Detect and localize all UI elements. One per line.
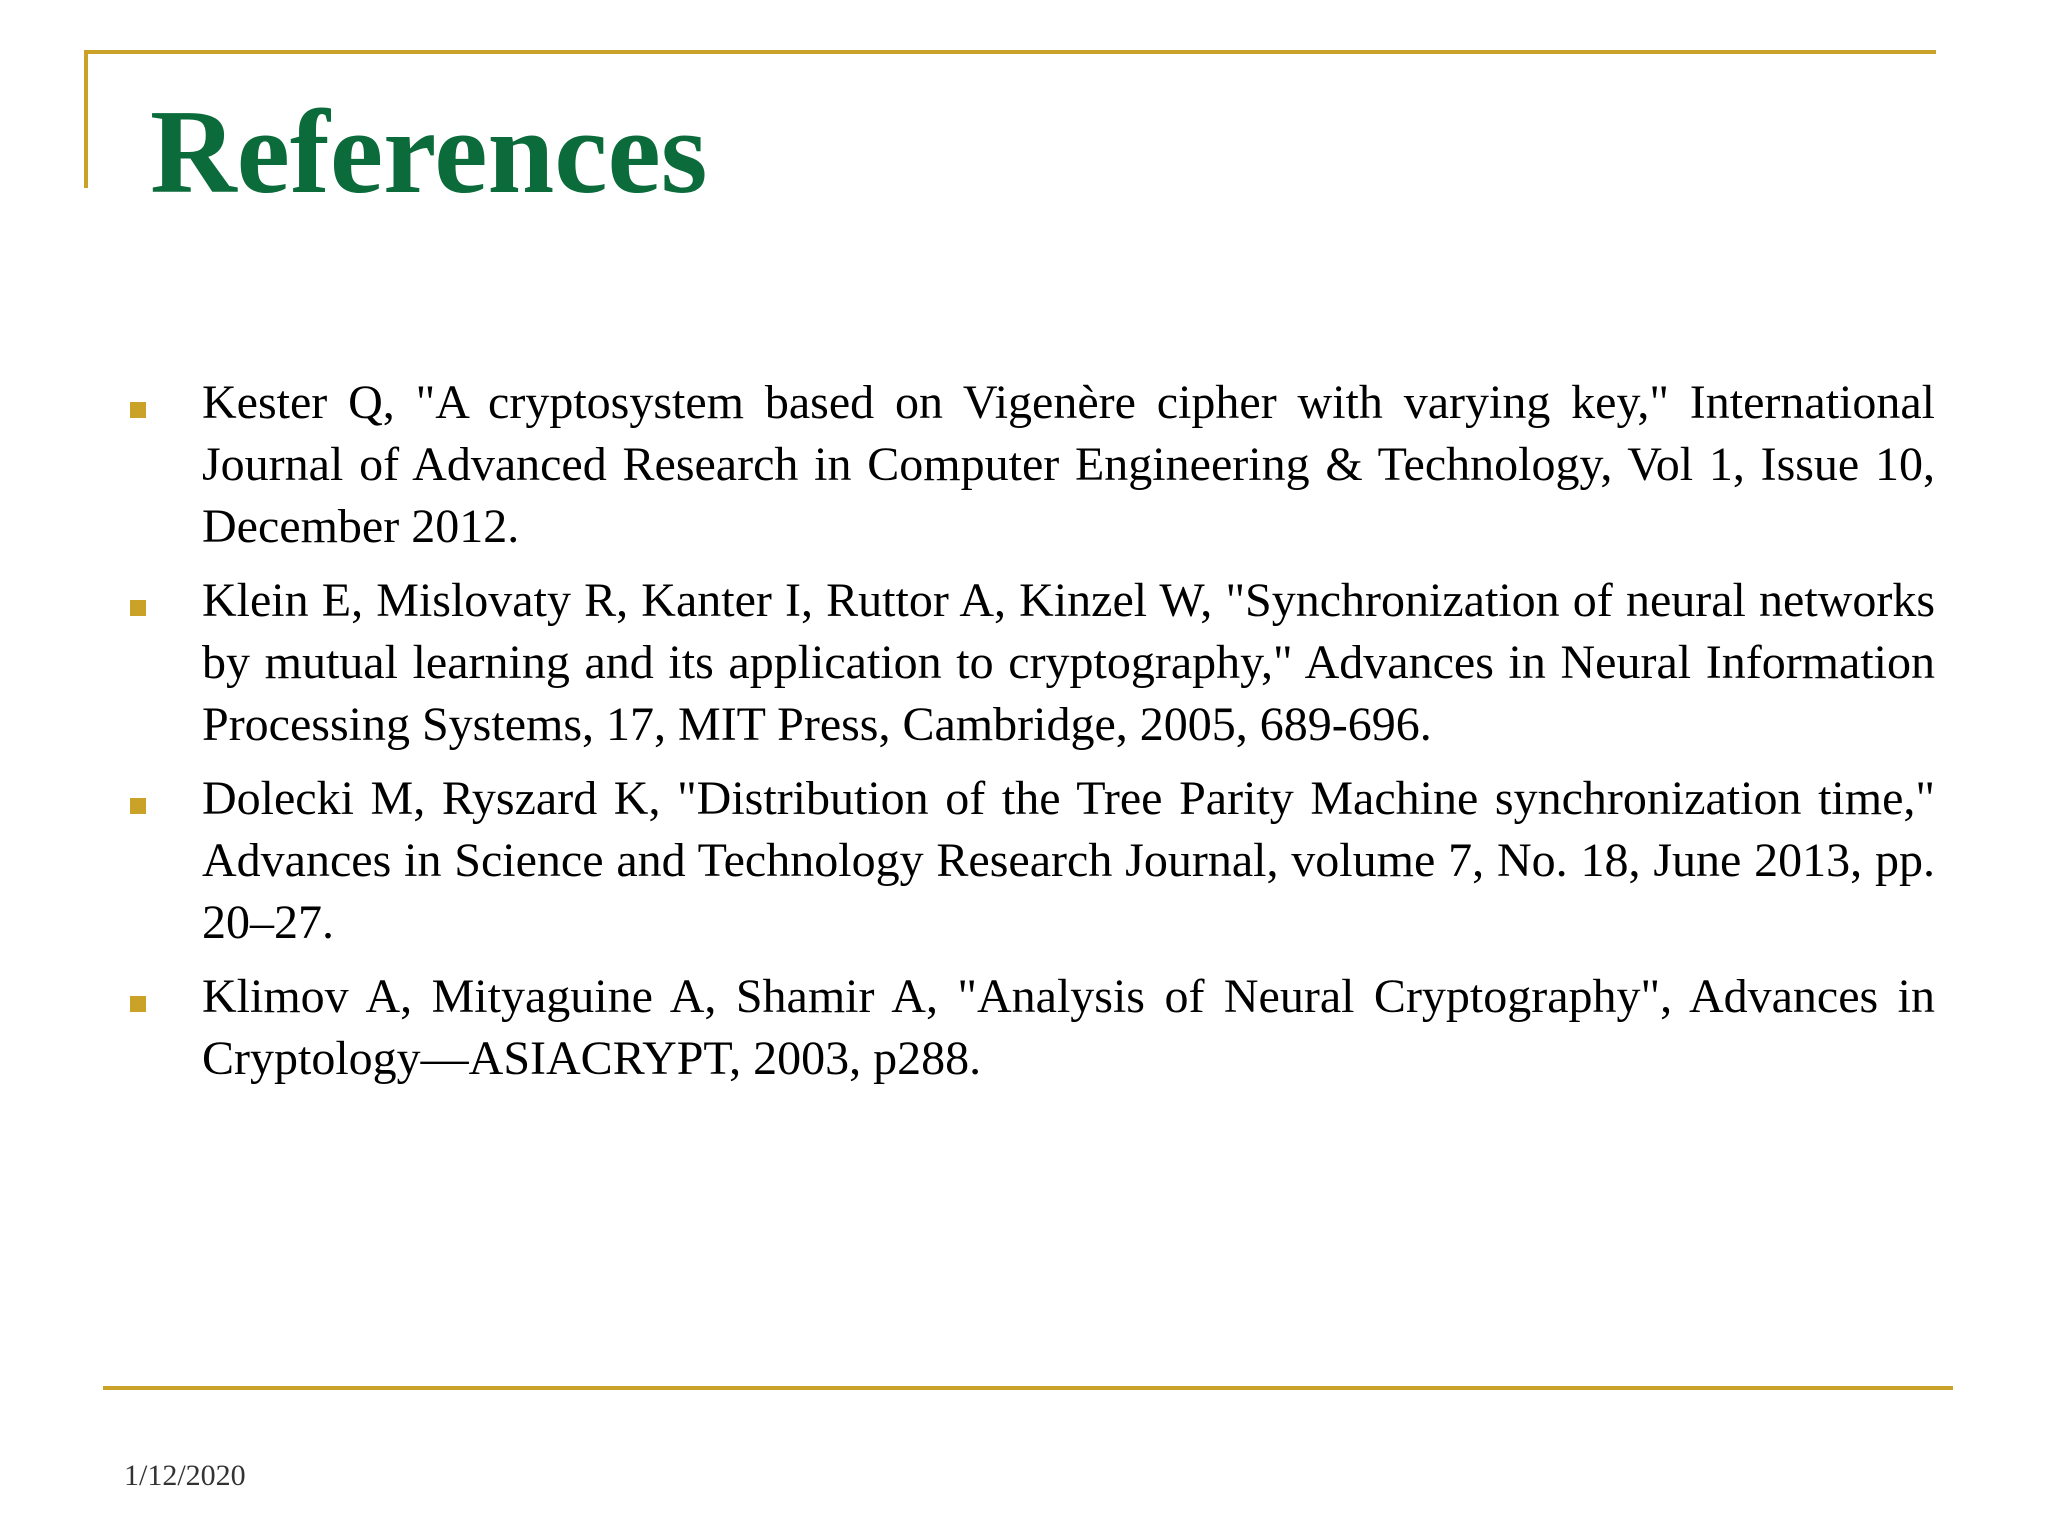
- square-bullet-icon: [130, 600, 146, 616]
- reference-text: Kester Q, "A cryptosystem based on Vigenère cipher with varying key," International Journal of Advanced Research in Computer Engineering & Technology, Vol 1, Issue 10, December 2012.: [202, 376, 1935, 553]
- bottom-accent-rule: [103, 1386, 1953, 1390]
- reference-text: Dolecki M, Ryszard K, "Distribution of the Tree Parity Machine synchronization time," Advances in Science and Technology Research Journal, volume 7, No. 18, June 2013, pp. 20–27.: [202, 772, 1935, 949]
- reference-item: [120, 768, 1935, 954]
- footer-date: 1/12/2020: [124, 1459, 246, 1492]
- left-accent-rule: [84, 50, 88, 188]
- reference-text: Klein E, Mislovaty R, Kanter I, Ruttor A, Kinzel W, "Synchronization of neural networks by mutual learning and its application to cryptography," Advances in Neural Information Processing Systems, 17, MIT Press, Cambridge, 2005, 689-696.: [202, 574, 1935, 751]
- square-bullet-icon: [130, 996, 146, 1012]
- reference-item: [120, 570, 1935, 756]
- reference-item: [120, 372, 1935, 558]
- slide-title: References: [150, 85, 708, 218]
- reference-item: [120, 966, 1935, 1090]
- square-bullet-icon: [130, 402, 146, 418]
- square-bullet-icon: [130, 798, 146, 814]
- reference-text: Klimov A, Mityaguine A, Shamir A, "Analysis of Neural Cryptography", Advances in Cryptology—ASIACRYPT, 2003, p288.: [202, 970, 1935, 1085]
- reference-list: [120, 372, 1935, 1102]
- top-accent-rule: [84, 50, 1936, 54]
